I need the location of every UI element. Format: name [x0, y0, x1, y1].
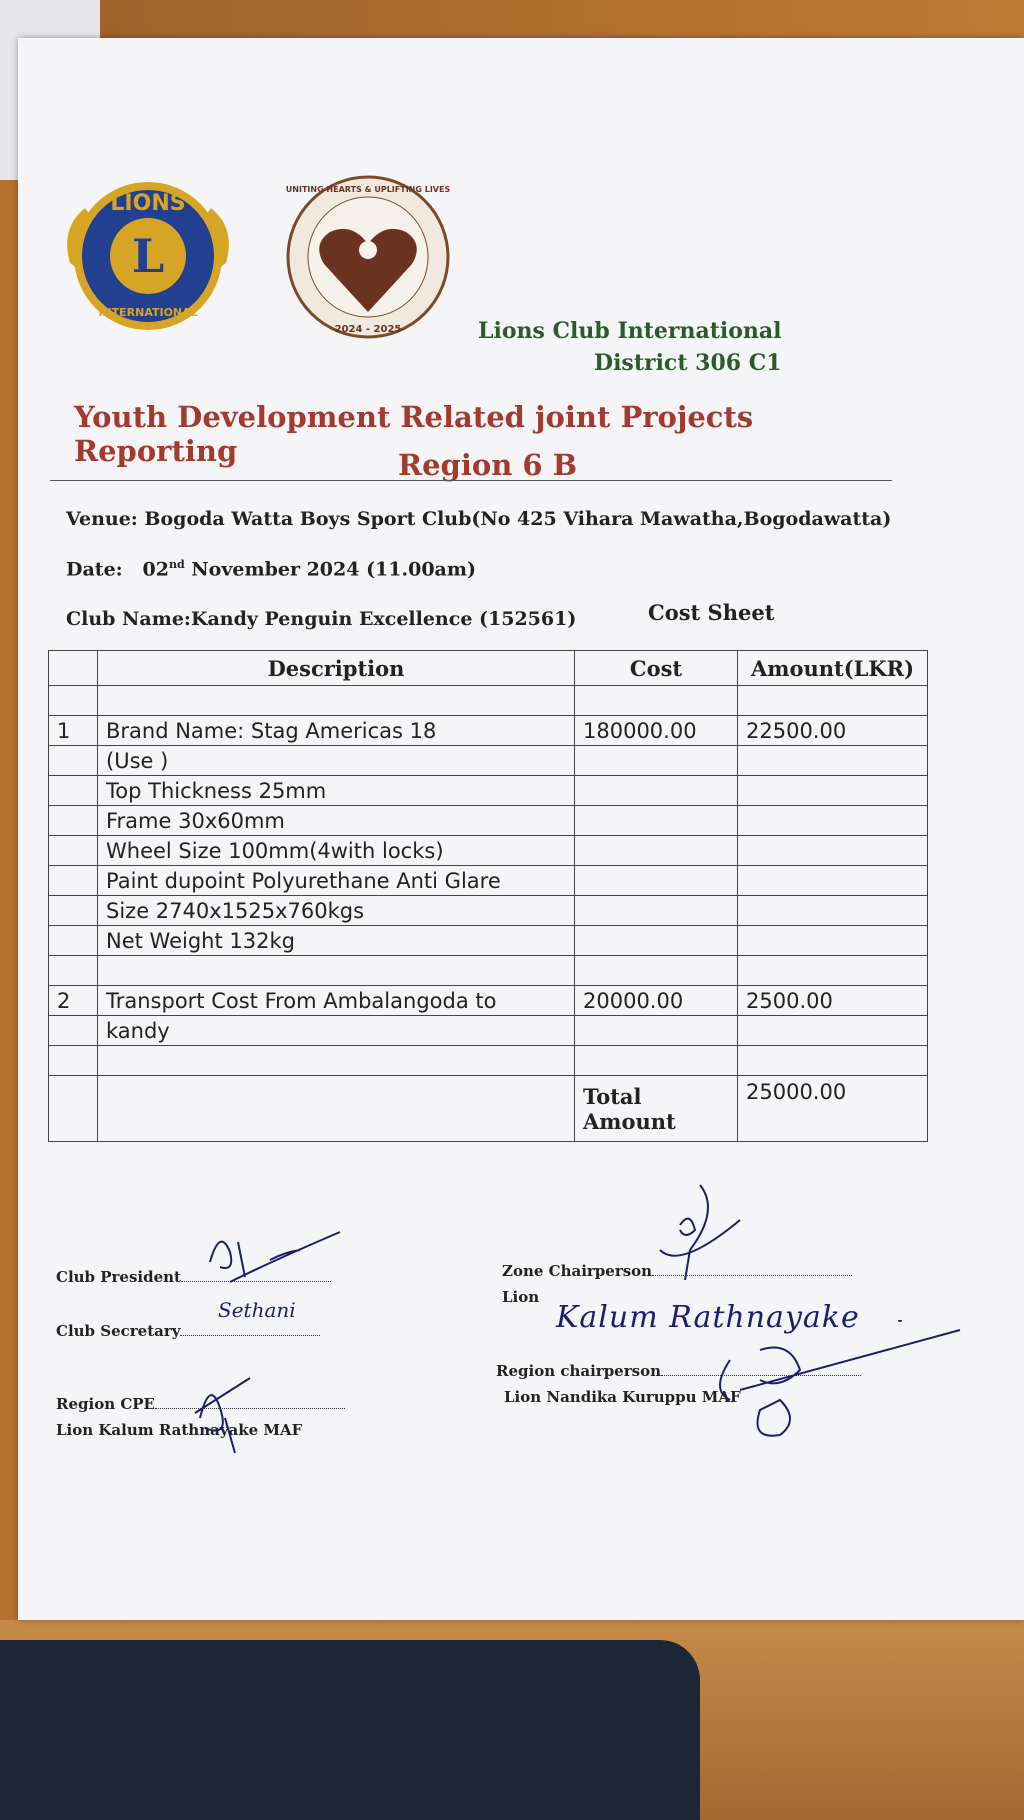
- row-amount: [738, 956, 928, 986]
- row-amount: [738, 896, 928, 926]
- row-number: [49, 746, 98, 776]
- row-amount: 22500.00: [738, 716, 928, 746]
- secretary-handwritten-name: Sethani: [218, 1298, 296, 1322]
- row-cost: 180000.00: [575, 716, 738, 746]
- row-description: Brand Name: Stag Americas 18: [98, 716, 575, 746]
- row-amount: [738, 806, 928, 836]
- total-value: 25000.00: [738, 1076, 928, 1142]
- cost-table: [48, 650, 928, 1142]
- total-cell-empty: [98, 1076, 575, 1142]
- venue-text: Venue: Bogoda Watta Boys Sport Club(No 425 Vihara Mawatha,Bogodawatta): [66, 508, 892, 530]
- report-title: Youth Development Related joint Projects Reporting: [74, 400, 754, 468]
- row-number: [49, 776, 98, 806]
- region-chairperson-label: Region chairperson: [496, 1362, 661, 1380]
- row-description: Size 2740x1525x760kgs: [98, 896, 575, 926]
- row-description: (Use ): [98, 746, 575, 776]
- club-president-label: Club President: [56, 1268, 181, 1286]
- row-description: Transport Cost From Ambalangoda to: [98, 986, 575, 1016]
- col-header-amount: Amount(LKR): [738, 651, 928, 686]
- row-description: Wheel Size 100mm(4with locks): [98, 836, 575, 866]
- region-chairperson-name: Lion Nandika Kuruppu MAF: [504, 1388, 741, 1406]
- dark-object: [0, 1640, 700, 1820]
- club-secretary-label: Club Secretary: [56, 1322, 181, 1340]
- col-header-no: [49, 651, 98, 686]
- row-number: 2: [49, 986, 98, 1016]
- date-label: Date:: [66, 558, 123, 581]
- table-row: [49, 956, 928, 986]
- table-row: [49, 746, 928, 776]
- row-amount: [738, 746, 928, 776]
- club-secretary-line: [56, 1322, 320, 1340]
- row-amount: [738, 866, 928, 896]
- row-amount: [738, 686, 928, 716]
- total-label-line2: Amount: [583, 1108, 676, 1134]
- row-number: [49, 806, 98, 836]
- region-cpe-label: Region CPE: [56, 1395, 155, 1413]
- total-label-line1: Total: [583, 1083, 642, 1109]
- row-description: Frame 30x60mm: [98, 806, 575, 836]
- row-number: [49, 926, 98, 956]
- table-row: [49, 986, 928, 1016]
- total-row: [49, 1076, 928, 1142]
- row-number: 1: [49, 716, 98, 746]
- row-description: Top Thickness 25mm: [98, 776, 575, 806]
- cpe-signature: [180, 1358, 280, 1458]
- date-day: 02: [142, 558, 169, 581]
- row-cost: [575, 776, 738, 806]
- table-row: [49, 896, 928, 926]
- table-header-row: [49, 651, 928, 686]
- report-region: Region 6 B: [398, 448, 578, 482]
- club-name-text: Club Name:Kandy Penguin Excellence (152561): [66, 608, 577, 630]
- president-signature: [190, 1222, 350, 1292]
- zone-chairperson-label: Zone Chairperson: [502, 1262, 653, 1280]
- col-header-cost: Cost: [575, 651, 738, 686]
- row-description: [98, 686, 575, 716]
- row-number: [49, 866, 98, 896]
- row-cost: [575, 956, 738, 986]
- row-cost: [575, 926, 738, 956]
- row-amount: 2500.00: [738, 986, 928, 1016]
- zone-chair-signature: [640, 1180, 760, 1290]
- total-cell-empty: [49, 1076, 98, 1142]
- table-row: [49, 806, 928, 836]
- row-description: [98, 1046, 575, 1076]
- row-description: [98, 956, 575, 986]
- row-description: kandy: [98, 1016, 575, 1046]
- region-chair-signature: [700, 1320, 980, 1440]
- lions-international-logo: [60, 168, 236, 338]
- svg-text:2024 - 2025: 2024 - 2025: [334, 324, 402, 335]
- row-cost: [575, 1046, 738, 1076]
- row-cost: [575, 686, 738, 716]
- row-cost: [575, 1016, 738, 1046]
- row-number: [49, 1046, 98, 1076]
- row-amount: [738, 926, 928, 956]
- row-number: [49, 686, 98, 716]
- cost-table-body: [49, 686, 928, 1076]
- row-cost: [575, 866, 738, 896]
- zone-lion-label: Lion: [502, 1288, 540, 1306]
- date-text: [66, 558, 476, 580]
- svg-text:INTERNATIONAL: INTERNATIONAL: [98, 306, 198, 319]
- table-row: [49, 1046, 928, 1076]
- title-divider: [50, 480, 892, 481]
- row-cost: 20000.00: [575, 986, 738, 1016]
- row-description: Net Weight 132kg: [98, 926, 575, 956]
- region-cpe-name: Lion Kalum Rathnayake MAF: [56, 1421, 303, 1439]
- table-row: [49, 926, 928, 956]
- table-row: [49, 716, 928, 746]
- row-cost: [575, 746, 738, 776]
- total-label: [575, 1076, 738, 1142]
- row-amount: [738, 776, 928, 806]
- row-cost: [575, 896, 738, 926]
- date-suffix: nd: [168, 558, 185, 571]
- row-amount: [738, 836, 928, 866]
- table-row: [49, 836, 928, 866]
- row-cost: [575, 806, 738, 836]
- row-number: [49, 956, 98, 986]
- table-row: [49, 776, 928, 806]
- zone-lion-line: [502, 1288, 539, 1306]
- row-number: [49, 836, 98, 866]
- table-row: [49, 686, 928, 716]
- zone-handwritten-name: Kalum Rathnayake: [556, 1300, 860, 1335]
- row-description: Paint dupoint Polyurethane Anti Glare: [98, 866, 575, 896]
- row-number: [49, 1016, 98, 1046]
- org-name: Lions Club International: [478, 318, 782, 344]
- table-row: [49, 866, 928, 896]
- table-row: [49, 1016, 928, 1046]
- svg-text:UNITING HEARTS & UPLIFTING LIV: UNITING HEARTS & UPLIFTING LIVES: [285, 185, 451, 194]
- district-name: District 306 C1: [594, 350, 782, 376]
- svg-text:L: L: [131, 229, 165, 283]
- svg-text:LIONS: LIONS: [110, 191, 186, 216]
- row-amount: [738, 1046, 928, 1076]
- row-cost: [575, 836, 738, 866]
- col-header-description: Description: [98, 651, 575, 686]
- row-amount: [738, 1016, 928, 1046]
- district-heart-logo: [282, 172, 454, 342]
- date-rest: November 2024 (11.00am): [184, 558, 476, 581]
- row-number: [49, 896, 98, 926]
- cost-sheet-heading: Cost Sheet: [648, 600, 775, 625]
